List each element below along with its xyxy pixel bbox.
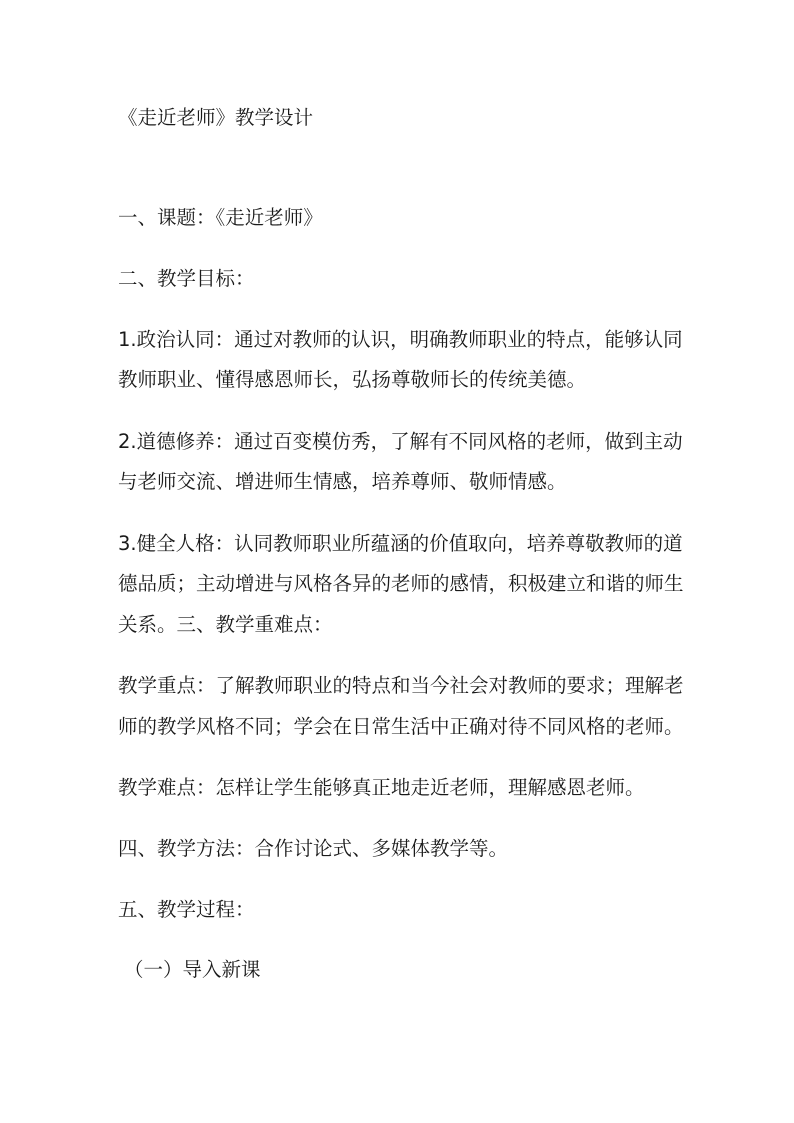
key-point-line-2: 师的教学风格不同；学会在日常生活中正确对待不同风格的老师。 bbox=[118, 715, 684, 738]
objective-3-line-3: 关系。三、教学重难点： bbox=[118, 613, 333, 636]
objective-1-line-1: 1.政治认同：通过对教师的认识，明确教师职业的特点，能够认同 bbox=[118, 328, 683, 351]
difficult-point: 教学难点：怎样让学生能够真正地走近老师，理解感恩老师。 bbox=[118, 776, 645, 799]
subsection-introduction: （一）导入新课 bbox=[124, 958, 261, 981]
objective-2-line-1: 2.道德修养：通过百变模仿秀，了解有不同风格的老师，做到主动 bbox=[118, 430, 683, 453]
section-objectives-heading: 二、教学目标： bbox=[118, 267, 255, 290]
section-process-heading: 五、教学过程： bbox=[118, 898, 255, 921]
document-title: 《走近老师》教学设计 bbox=[118, 106, 314, 129]
section-methods: 四、教学方法：合作讨论式、多媒体教学等。 bbox=[118, 837, 509, 860]
section-topic: 一、课题：《走近老师》 bbox=[118, 206, 323, 229]
objective-2-line-2: 与老师交流、增进师生情感，培养尊师、敬师情感。 bbox=[118, 470, 567, 493]
objective-3-line-1: 3.健全人格：认同教师职业所蕴涵的价值取向，培养尊敬教师的道 bbox=[118, 532, 683, 555]
key-point-line-1: 教学重点：了解教师职业的特点和当今社会对教师的要求；理解老 bbox=[118, 674, 684, 697]
objective-1-line-2: 教师职业、懂得感恩师长，弘扬尊敬师长的传统美德。 bbox=[118, 368, 587, 391]
objective-3-line-2: 德品质；主动增进与风格各异的老师的感情，积极建立和谐的师生 bbox=[118, 572, 684, 595]
